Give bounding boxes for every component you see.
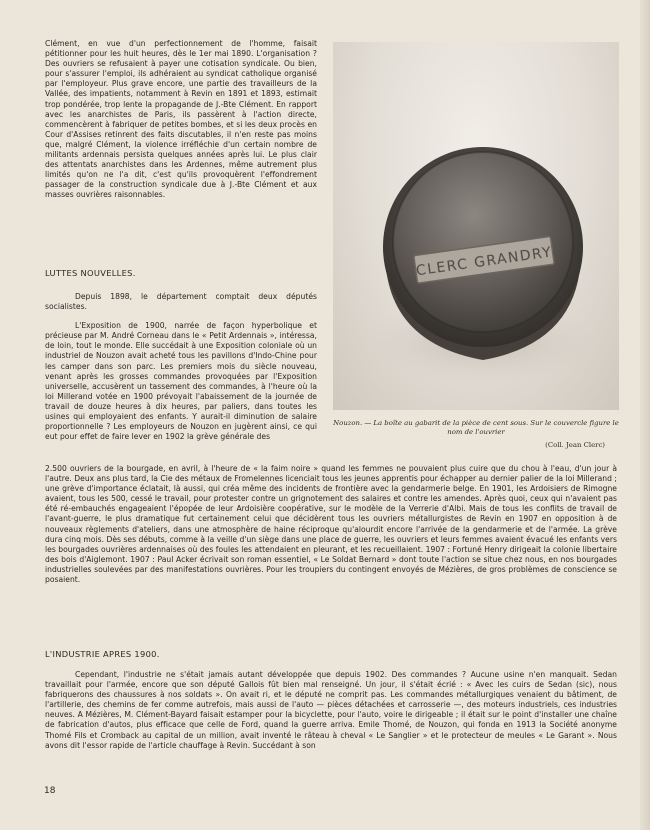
heading-industrie-apres-1900: L'INDUSTRIE APRES 1900. <box>45 649 160 659</box>
paragraph-clement: Clément, en vue d'un perfectionnement de l'homme, faisait pétitionner pour les huit heures, dès le 1er mai 1890. L'organisation ? Des ouvriers se refusaient à payer une cotisation syndicale. Ou bien, pour s'assurer l'emploi, ils adhéraient au syndicat catholique organisé par l'employeur. Plus grave encore, une partie des travailleurs de la Vallée, des impatients, notamment à Revin en 1891 et 1893, estimait trop pondérée, trop lente la propagande de J.-Bte Clément. En rapport avec les anarchistes de Paris, ils passèrent à l'action directe, commencèrent à fabriquer de petites bombes, et si les deux procès en Cour d'Assises retinrent des faits discutables, il n'en reste pas moins que, malgré Clément, la violence irréfléchie d'un certain nombre de militants ardennais persista quelques années après lui. Le plus clair des attentats anarchistes dans les Ardennes, même autrement plus limités qu'on ne l'a dit, c'est qu'ils provoquèrent l'effondrement passager de la construction syndicale due à J.-Bte Clément et aux masses ouvrières raisonnables. <box>45 39 317 200</box>
plate-engraving: CLERC GRANDRY <box>415 244 554 280</box>
page-edge-shadow <box>640 0 650 830</box>
paragraph-deputes: Depuis 1898, le département comptait deux députés socialistes. <box>45 292 317 312</box>
box-lid-illustration <box>333 42 619 410</box>
caption-credit: (Coll. Jean Clerc) <box>545 440 605 449</box>
caption-text: Nouzon. — La boîte au gabarit de la pièce de cent sous. Sur le couvercle figure le nom de l'ouvrier <box>333 419 619 437</box>
paragraph-industrie: Cependant, l'industrie ne s'était jamais autant développée que depuis 1902. Des commandes ? Aucune usine n'en manquait. Sedan travaillait pour l'armée, encore que son député Gallois fût bien mal renseigné. Un jour, il s'était écrié : « Avec les cuirs de Sedan (sic), nous fabriquerons des chaussures à nos soldats ». On avait ri, et le député ne comprit pas. Les commandes métallurgiques venaient du bâtiment, de l'artillerie, des chemins de fer comme autrefois, mais aussi de l'auto — pièces détachées et carrosserie —, des moteurs industriels, ces industries neuves. A Mézières, M. Clément-Bayard faisait estamper pour la bicyclette, pour l'auto, voire le dirigeable ; il était sur le point d'installer une chaîne de fabrication d'autos, plus efficace que celle de Ford, quand la guerre arriva. Emile Thomé, de Nouzon, qui fonda en 1913 la Société anonyme Thomé Fils et Cromback au capital de un million, avait inventé le râteau à cheval « Le Sanglier » et le protecteur de meules « Le Garant ». Nous avons dit l'essor rapide de l'article chauffage à Revin. Succédant à son <box>45 670 617 750</box>
paragraph-exposition: L'Exposition de 1900, narrée de façon hyperbolique et précieuse par M. André Corneau dans le « Petit Ardennais », intéressa, de loin, tout le monde. Elle succédait à une Exposition coloniale où un industriel de Nouzon avait acheté tous les pavillons d'Indo-Chine pour les camper dans son parc. Les premiers mois du siècle nouveau, venant après les grosses commandes provoquées par l'Exposition universelle, accusèrent un tassement des commandes, à l'heure où la loi Millerand votée en 1900 prévoyait l'abaissement de la journée de travail de douze heures à dix heures, par paliers, dans toutes les usines qui employaient des enfants. Y aurait-il diminution de salaire proportionnelle ? Les employeurs de Nouzon en jugèrent ainsi, ce qui eut pour effet de faire lever en 1902 la grève générale des <box>45 321 317 442</box>
paragraph-greves: 2.500 ouvriers de la bourgade, en avril, à l'heure de « la faim noire » quand les femmes ne pouvaient plus cuire que du chou à l'eau, d'un jour à l'autre. Deux ans plus tard, la Cie des métaux de Fromelennes licenciait tous les jeunes apprentis pour échapper au dernier palier de la loi Millerand ; une grève d'importance éclatait, là aussi, qui créa même des incidents de frontière avec la gendarmerie belge. En 1901, les Ardoisiers de Rimogne avaient, tous les 500, cessé le travail, pour protester contre un grignotement des salaires et contre les amendes. Après quoi, ceux qui n'avaient pas été ré-embauchés engageaient l'épopée de leur Ardoisière coopérative, sur le modèle de la Verrerie d'Albi. Mais de tous les conflits de travail de l'avant-guerre, le plus dramatique fut certainement celui que décidèrent tous les ouvriers métallurgistes de Revin en 1907 en opposition à de nouveaux règlements d'ateliers, dans une atmosphère de haine réciproque qu'alourdit encore l'arrivée de la gendarmerie et de l'armée. La grève dura cinq mois. Dès ses débuts, comme à la veille d'un siège dans une place de guerre, les ouvriers et leurs femmes avaient évacué les enfants vers les bourgades ouvrières ardennaises où des foules les attendaient en pleurant, et les recueillaient. 1907 : Fortuné Henry dirigeait la colonie libertaire des bois d'Aiglemont. 1907 : Paul Acker écrivait son roman essentiel, « Le Soldat Bernard » dont toute l'action se situe chez nous, en nos bourgades industrielles soulevées par des manifestations ouvrières. Pour les troupiers du contingent envoyés de Mézières, de gros problèmes de conscience se posaient. <box>45 464 617 585</box>
heading-luttes-nouvelles: LUTTES NOUVELLES. <box>45 268 136 278</box>
photo-caption <box>333 419 619 450</box>
page-number: 18 <box>44 786 56 796</box>
photo-gabarit-box <box>333 42 619 410</box>
section-luttes-left-column <box>45 292 317 442</box>
